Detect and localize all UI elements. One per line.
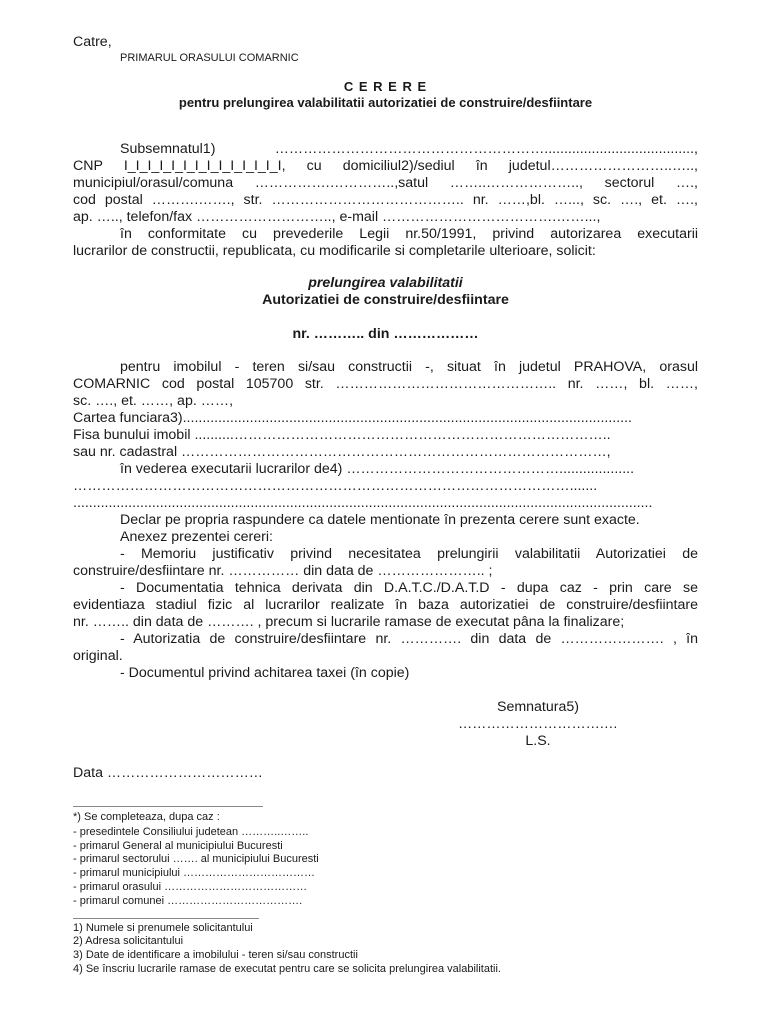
request-bold-title: Autorizatiei de construire/desfiintare (262, 292, 509, 308)
signature-dots: ………………………….… (457, 716, 618, 732)
footnote-star-item: - primarul General al municipiului Bucuresti (73, 840, 283, 852)
footnote-star-title: *) Se completeaza, dupa caz : (73, 811, 220, 823)
signature-label: Semnatura5) (496, 699, 579, 715)
request-number-line: nr. ……….. din ……………… (292, 326, 479, 342)
date-line: Data …………………………… (73, 765, 263, 781)
footnote-item: 2) Adresa solicitantului (73, 935, 184, 947)
applicant-line-3: municipiul/orasul/comuna …………….…………..,satul ……..……………….., sectorul …., (73, 175, 698, 191)
annex-item-1b: construire/desfiintare nr. …………… din data de ………………….. ; (73, 563, 493, 579)
addressee-recipient: PRIMARUL ORASULUI COMARNIC (120, 52, 299, 64)
property-line-5: Fisa bunului imobil ..........…………………………………………………………………….. (73, 427, 611, 443)
document-title: C E R E R E (343, 79, 428, 94)
property-line-8: ……………………………………………………………………………………………....... (73, 478, 598, 494)
property-line-3: sc. …., et. ……, ap. ……, (73, 393, 234, 409)
footnote-item: 4) Se înscriu lucrarile ramase de executat pentru care se solicita prelungirea valabilitatii. (73, 963, 501, 975)
declaration-line-2: Anexez prezentei cereri: (120, 529, 273, 545)
property-line-9: ................................................................................................................................................... (73, 495, 653, 511)
addressee-to: Catre, (73, 34, 112, 50)
property-line-2: COMARNIC cod postal 105700 str. ……………………………………….. nr. ……, bl. ……, (73, 376, 698, 392)
annex-item-4: - Documentul privind achitarea taxei (în copie) (120, 665, 410, 681)
applicant-line-2: CNP I_I_I_I_I_I_I_I_I_I_I_I_I_I, cu domiciliul2)/sediul în judetul……………………..….., (73, 158, 698, 174)
footnote-separator (73, 918, 259, 919)
footnote-star-item: - primarul sectorului ……. al municipiului Bucuresti (73, 853, 319, 865)
footnote-star-item: - presedintele Consiliului judetean ………..…….. (73, 826, 309, 838)
annex-item-2c: nr. …….. din data de ………. , precum si lucrarile ramase de executat pâna la finalizare; (73, 614, 625, 630)
annex-item-2b: evidentiaza stadiul fizic al lucrarilor realizate în baza autorizatiei de construire/desfiintare (73, 597, 698, 613)
footnote-star-item: - primarul orasului ………………………………… (73, 881, 308, 893)
footnote-star-item: - primarul municipiului ……………………………… (73, 867, 316, 879)
annex-item-3b: original. (73, 648, 123, 664)
annex-item-1a: - Memoriu justificativ privind necesitatea prelungirii valabilitatii Autorizatiei de (120, 546, 698, 562)
property-line-4: Cartea funciara3).................................................................................................................. (73, 410, 632, 426)
request-italic-title: prelungirea valabilitatii (308, 275, 463, 291)
applicant-line-4: cod postal ……….……., str. ………………………………….. nr. ……,bl. …..., sc. …., et. …., (73, 192, 698, 208)
annex-item-3a: - Autorizatia de construire/desfiintare nr. …………. din data de …………………. , în (120, 631, 698, 647)
property-line-6: sau nr. cadastral ………………………………………………………………………………, (73, 444, 611, 460)
annex-item-2a: - Documentatia tehnica derivata din D.A.T.C./D.A.T.D - dupa caz - prin care se (120, 580, 698, 596)
stamp-ls: L.S. (525, 733, 551, 749)
footnote-item: 1) Numele si prenumele solicitantului (73, 922, 253, 934)
footnote-item: 3) Date de identificare a imobilului - teren si/sau constructii (73, 949, 358, 961)
property-line-1: pentru imobilul - teren si/sau constructii -, situat în judetul PRAHOVA, orasul (120, 359, 698, 375)
declaration-line-1: Declar pe propria raspundere ca datele mentionate în prezenta cerere sunt exacte. (120, 512, 640, 528)
applicant-line-7: lucrarilor de constructii, republicata, cu modificarile si completarile ulterioare, solicit: (73, 243, 596, 259)
footnote-star-item: - primarul comunei ………………………………. (73, 895, 303, 907)
footnote-separator (73, 806, 263, 807)
applicant-line-1: Subsemnatul1) …………………………………………………......................................, (120, 141, 698, 157)
property-line-7: în vederea executarii lucrarilor de4) ………………………………………................... (120, 461, 635, 477)
document-subtitle: pentru prelungirea valabilitatii autorizatiei de construire/desfiintare (178, 95, 593, 110)
applicant-line-6: în conformitate cu prevederile Legii nr.50/1991, privind autorizarea executarii (120, 226, 698, 242)
applicant-line-5: ap. ….., telefon/fax ……………………….., e-mail ……………………………….……..., (73, 209, 601, 225)
